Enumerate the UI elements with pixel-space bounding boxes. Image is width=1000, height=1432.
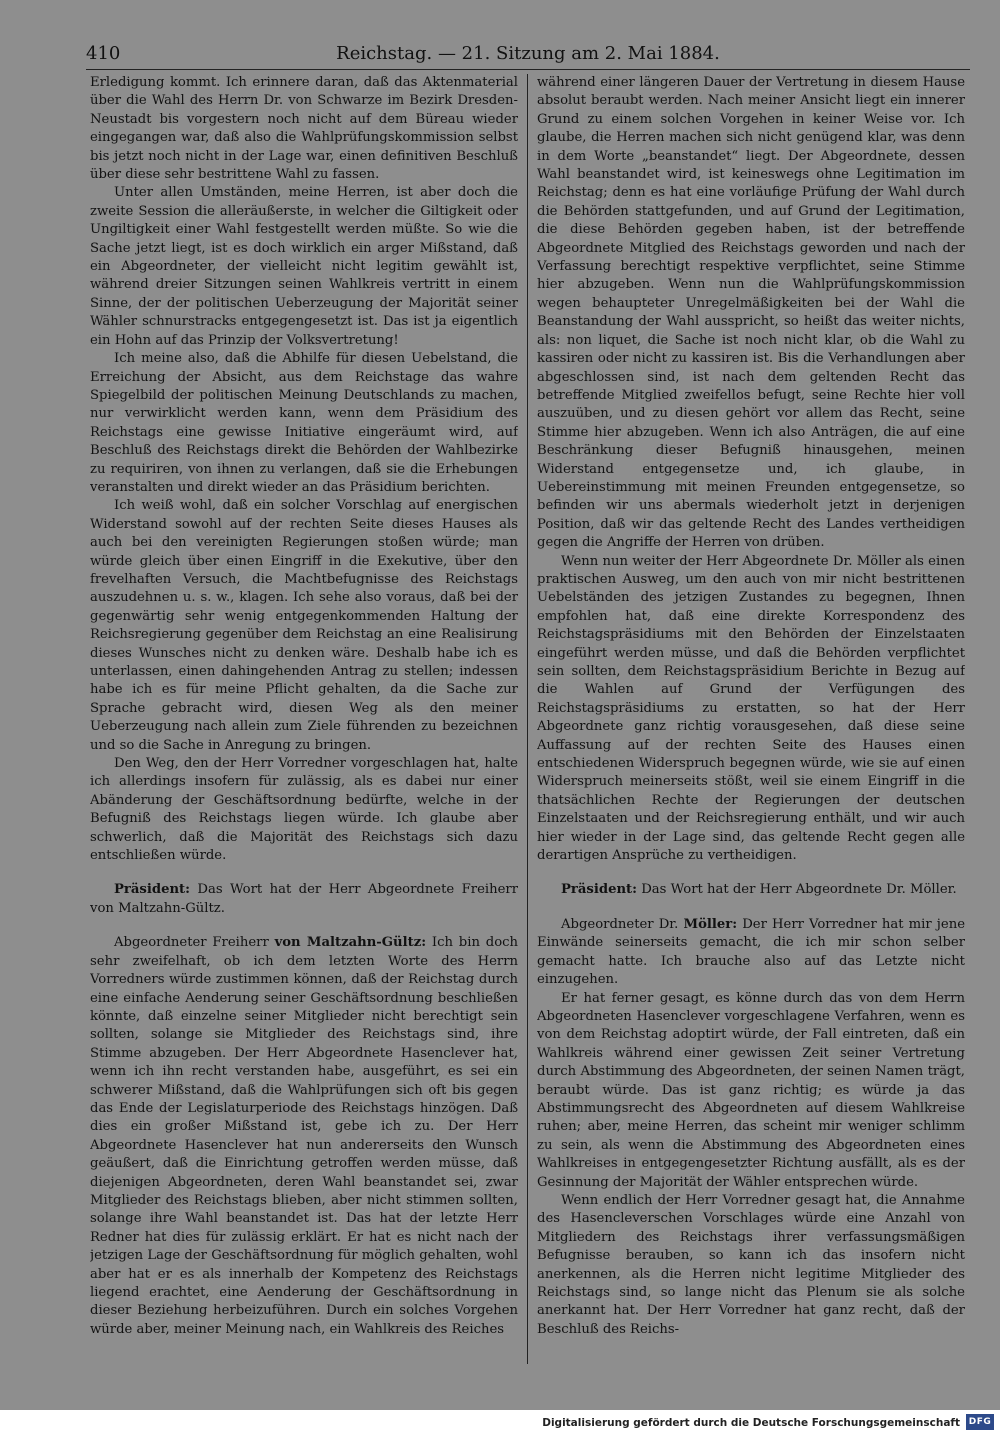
page-number: 410 xyxy=(86,43,121,64)
paragraph: Unter allen Umständen, meine Herren, ist aber doch die zweite Session die alleräußerste, in welcher die Giltigkeit oder Ungiltigkeit einer Wahl festgestellt werden müßte. So wie die Sache jetzt liegt, ist es doch wirklich ein arger Mißstand, daß ein Abgeordneter, der vielleicht nicht legitim gewählt ist, während dreier Sitzungen seinen Wahlkreis vertritt in einem Sinne, der der politischen Ueberzeugung der Majorität seiner Wähler schnurstracks entgegengesetzt ist. Das ist ja eigentlich ein Hohn auf das Prinzip der Volksvertretung! xyxy=(90,185,518,348)
dfg-logo: DFG xyxy=(966,1414,994,1430)
speaker-prefix: Abgeordneter Freiherr xyxy=(114,935,275,951)
speaker-paragraph xyxy=(90,881,518,918)
paragraph: während einer längeren Dauer der Vertretung in diesem Hause absolut beraubt werden. Nach meiner Ansicht liegt ein innerer Grund zu einem solchen Vorgehen in keiner Weise vor. Ich glaube, die Herren machen sich nicht genügend klar, was denn in dem Worte „beanstandet“ liegt. Der Abgeordnete, dessen Wahl beanstandet wird, ist keineswegs ohne Legitimation im Reichstag; denn es hat eine vorläufige Prüfung der Wahl durch die Behörden stattgefunden, und auf Grund der Legitimation, die diese Behörden gegeben haben, ist der betreffende Abgeordnete Mitglied des Reichstags geworden und nach der Verfassung berechtigt respektive verpflichtet, seine Stimme hier abzugeben. Wenn nun die Wahlprüfungskommission wegen behaupteter Unregelmäßigkeiten bei der Wahl die Beanstandung der Wahl ausspricht, so heißt das weiter nichts, als: non liquet, die Sache ist noch nicht klar, ob die Wahl zu kassiren oder nicht zu kassiren ist. Bis die Verhandlungen aber abgeschlossen sind, ist nach dem geltenden Recht das betreffende Mitglied zweifellos befugt, seine Rechte hier voll auszuüben, und zu diesen gehört vor allem das Recht, seine Stimme hier abzugeben. Wenn ich also Anträgen, die auf eine Beschränkung dieser Befugniß hinausgehen, meinen Widerstand entgegensetze und, ich glaube, in Uebereinstimmung mit meinen Freunden entgegensetze, so befinden wir uns abermals wiederholt jetzt in derjenigen Position, daß wir das geltende Recht des Landes vertheidigen gegen die Angriffe der Herren von drüben. xyxy=(537,75,965,551)
speaker-label: Präsident: xyxy=(114,882,191,898)
right-column xyxy=(537,74,965,1364)
paragraph: Ich meine also, daß die Abhilfe für diesen Uebelstand, die Erreichung der Absicht, aus dem Reichstage das wahre Spiegelbild der politischen Meinung Deutschlands zu machen, nur verwirklicht werden kann, wenn dem Präsidium des Reichstags eine gewisse Initiative eingeräumt wird, auf Beschluß des Reichstags direkt die Behörden der Wahlbezirke zu requiriren, von ihnen zu verlangen, daß sie die Erhebungen veranstalten und direkt wieder an das Präsidium berichten. xyxy=(90,351,518,495)
speaker-text: Das Wort hat der Herr Abgeordnete Dr. Möller. xyxy=(637,882,957,898)
header-rule xyxy=(86,69,970,70)
speaker-text: Das Wort hat der Herr Abgeordnete Freiherr von Maltzahn-Gültz. xyxy=(90,882,518,916)
speaker-text: Der Herr Vorredner hat mir jene Einwände seinerseits gemacht, die ich mir schon selber gemacht hatte. Ich brauche also auf das Letzte nicht einzugehen. xyxy=(537,916,965,988)
left-column xyxy=(90,74,518,1364)
speaker-paragraph xyxy=(90,934,518,1339)
page-header xyxy=(86,40,970,68)
speaker-prefix: Abgeordneter Dr. xyxy=(561,916,684,932)
paragraph: Den Weg, den der Herr Vorredner vorgeschlagen hat, halte ich allerdings insofern für zulässig, als es dabei nur einer Abänderung der Geschäftsordnung bedürfte, welche in der Befugniß des Reichstags liegen würde. Ich glaube aber schwerlich, daß die Majorität des Reichstags sich dazu entschließen würde. xyxy=(90,756,518,864)
paragraph: Er hat ferner gesagt, es könne durch das von dem Herrn Abgeordneten Hasenclever vorgeschlagene Verfahren, wenn es von dem Reichstag adoptirt würde, der Fall eintreten, daß ein Wahlkreis während einer gewissen Zeit seiner Vertretung durch Abstimmung des Abgeordneten, der seinen Namen trägt, beraubt würde. Das ist ganz richtig; es würde ja das Abstimmungsrecht des Abgeordneten auf diesem Wahlkreise ruhen; aber, meine Herren, das scheint mir weniger schlimm zu sein, als wenn die Abstimmung des Abgeordneten eines Wahlkreises in entgegengesetzter Richtung ausfällt, als es der Gesinnung der Majorität der Wähler entsprechen würde. xyxy=(537,990,965,1190)
footer-credit: Digitalisierung gefördert durch die Deutsche Forschungsgemeinschaft xyxy=(542,1417,960,1429)
paragraph: Ich weiß wohl, daß ein solcher Vorschlag auf energischen Widerstand sowohl auf der rechten Seite dieses Hauses als auch bei den vereinigten Regierungen stoßen würde; man würde gleich über einen Eingriff in die Exekutive, über den frevelhaften Versuch, die Machtbefugnisse des Reichstags auszudehnen u. s. w., klagen. Ich sehe also voraus, daß bei der gegenwärtig sehr wenig entgegenkommenden Haltung der Reichsregierung gegenüber dem Reichstag an eine Realisirung dieses Wunsches nicht zu denken wäre. Deshalb habe ich es unterlassen, einen dahingehenden Antrag zu stellen; indessen habe ich es für meine Pflicht gehalten, da die Sache zur Sprache gebracht wird, diesen Weg als den meiner Ueberzeugung nach allein zum Ziele führenden zu bezeichnen und so die Sache in Anregung zu bringen. xyxy=(90,498,518,753)
speaker-text: Ich bin doch sehr zweifelhaft, ob ich dem letzten Worte des Herrn Vorredners würde zustimmen können, daß der Reichstag durch eine einfache Aenderung seiner Geschäftsordnung beschließen könnte, daß einzelne seiner Mitglieder nicht berechtigt sein sollten, solange sie Mitglieder des Reichstags sind, ihre Stimme abzugeben. Der Herr Abgeordnete Hasenclever hat, wenn ich ihn recht verstanden habe, ausgeführt, es sei ein schwerer Mißstand, daß die Wahlprüfungen sich oft bis gegen das Ende der Legislaturperiode des Reichstags hinzögen. Daß dies ein großer Mißstand ist, gebe ich zu. Der Herr Abgeordnete Hasenclever hat nun andererseits den Wunsch geäußert, daß die Einrichtung getroffen werden müsse, daß diejenigen Abgeordneten, deren Wahl beanstandet sei, zwar Mitglieder des Reichstags blieben, aber nicht stimmen sollten, solange ihre Wahl beanstandet ist. Das hat der letzte Herr Redner hat dies für zulässig erklärt. Er hat es nicht nach der jetzigen Lage der Geschäftsordnung für möglich gehalten, wohl aber hat er es als innerhalb der Kompetenz des Reichstags liegend erachtet, eine Aenderung der Geschäftsordnung in dieser Beziehung herbeizuführen. Durch ein solches Vorgehen würde aber, meiner Meinung nach, ein Wahlkreis des Reiches xyxy=(90,935,518,1337)
speaker-paragraph xyxy=(537,881,965,899)
speaker-paragraph xyxy=(537,916,965,990)
paragraph: Wenn endlich der Herr Vorredner gesagt hat, die Annahme des Hasencleverschen Vorschlages würde eine Anzahl von Mitgliedern des Reichstags ihrer verfassungsmäßigen Befugnisse berauben, so kann ich das insofern nicht anerkennen, als die Herren nicht legitime Mitglieder des Reichstags sind, so lange nicht das Plenum sie als solche anerkannt hat. Der Herr Vorredner hat ganz recht, daß der Beschluß des Reichs- xyxy=(537,1192,965,1337)
column-divider xyxy=(527,74,528,1364)
speaker-name: von Maltzahn-Gültz: xyxy=(274,935,427,951)
paragraph: Wenn nun weiter der Herr Abgeordnete Dr. Möller als einen praktischen Ausweg, um den auch von mir nicht bestrittenen Uebelständen des jetzigen Zustandes zu begegnen, Ihnen empfohlen hat, daß eine direkte Korrespondenz des Reichstagspräsidiums mit den Behörden der Einzelstaaten eingeführt werden müsse, und daß die Behörden verpflichtet sein sollten, dem Reichstagspräsidium Berichte in Bezug auf die Wahlen auf Grund der Verfügungen des Reichstagspräsidiums zu erstatten, so hat der Herr Abgeordnete ganz richtig vorausgesehen, daß diese seine Auffassung auf der rechten Seite des Hauses einen entschiedenen Widerspruch begegnen würde, wie sie auf einen Widerspruch meinerseits stößt, weil sie einem Eingriff in die thatsächlichen Rechte der Regierungen der deutschen Einzelstaaten und der Reichsregierung enthält, und wir auch hier wieder in der Lage sind, das geltende Recht gegen alle derartigen Ansprüche zu vertheidigen. xyxy=(537,553,965,864)
speaker-label: Präsident: xyxy=(561,882,638,898)
running-title: Reichstag. — 21. Sitzung am 2. Mai 1884. xyxy=(336,43,720,64)
speaker-name: Möller: xyxy=(683,916,738,932)
paragraph: Erledigung kommt. Ich erinnere daran, daß das Aktenmaterial über die Wahl des Herrn Dr. von Schwarze im Bezirk Dresden-Neustadt bis vorgestern noch nicht auf dem Büreau wieder eingegangen war, daß also die Wahlprüfungskommission selbst bis jetzt noch nicht in der Lage war, einen definitiven Beschluß über diese sehr bestrittene Wahl zu fassen. xyxy=(90,75,518,183)
